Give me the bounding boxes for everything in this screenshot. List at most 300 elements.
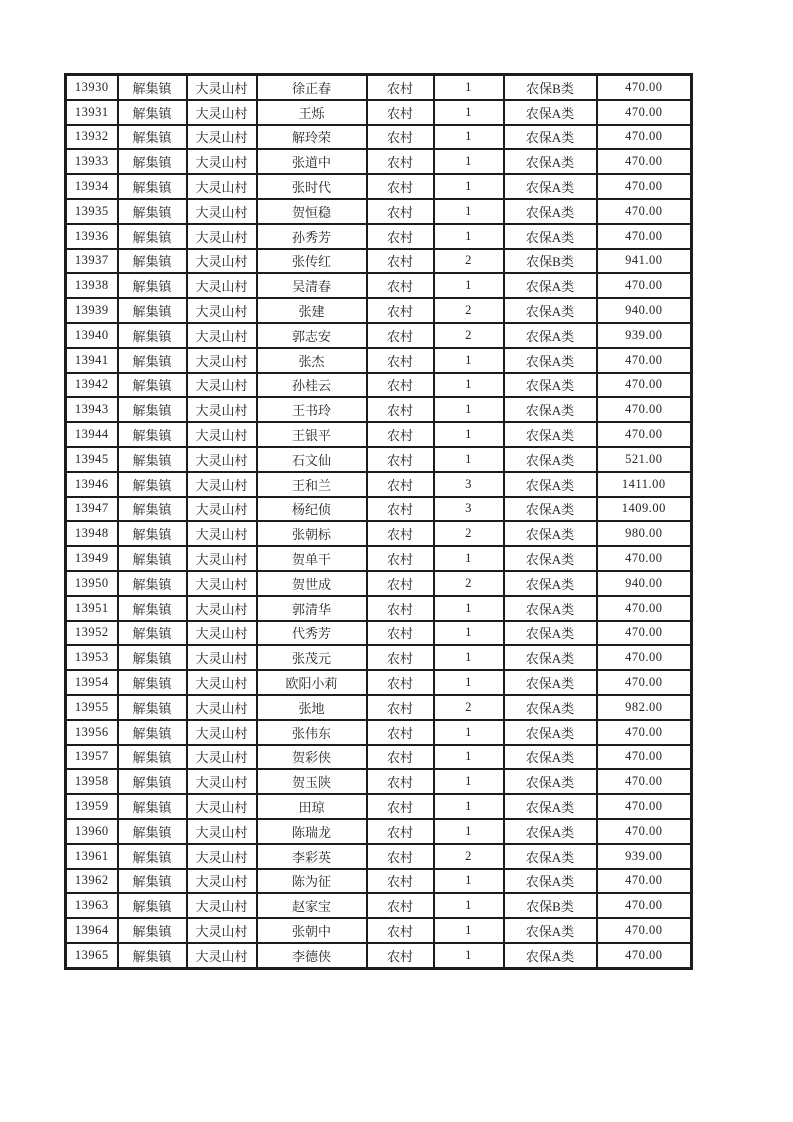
table-row — [66, 75, 692, 100]
cell-person-name: 贺世成 — [257, 571, 367, 596]
cell-person-name: 郭清华 — [257, 596, 367, 621]
table-row — [66, 273, 692, 298]
table-row — [66, 298, 692, 323]
cell-village: 大灵山村 — [187, 918, 257, 943]
cell-amount: 470.00 — [597, 422, 692, 447]
cell-amount: 1411.00 — [597, 472, 692, 497]
table-row — [66, 670, 692, 695]
table-row — [66, 943, 692, 968]
cell-insurance-type: 农保A类 — [504, 720, 597, 745]
cell-village: 大灵山村 — [187, 695, 257, 720]
cell-amount: 470.00 — [597, 769, 692, 794]
cell-amount: 470.00 — [597, 745, 692, 770]
cell-village: 大灵山村 — [187, 621, 257, 646]
cell-village: 大灵山村 — [187, 546, 257, 571]
cell-town: 解集镇 — [118, 571, 187, 596]
cell-person-count: 1 — [434, 422, 504, 447]
cell-village: 大灵山村 — [187, 645, 257, 670]
cell-category: 农村 — [367, 720, 434, 745]
cell-amount: 470.00 — [597, 373, 692, 398]
cell-category: 农村 — [367, 472, 434, 497]
cell-amount: 470.00 — [597, 125, 692, 150]
cell-record-id: 13935 — [66, 199, 118, 224]
cell-record-id: 13962 — [66, 869, 118, 894]
cell-village: 大灵山村 — [187, 373, 257, 398]
table-row — [66, 397, 692, 422]
cell-insurance-type: 农保A类 — [504, 224, 597, 249]
cell-amount: 939.00 — [597, 323, 692, 348]
cell-person-name: 张传红 — [257, 249, 367, 274]
cell-insurance-type: 农保A类 — [504, 844, 597, 869]
cell-insurance-type: 农保A类 — [504, 596, 597, 621]
cell-person-name: 贺单干 — [257, 546, 367, 571]
cell-category: 农村 — [367, 249, 434, 274]
cell-town: 解集镇 — [118, 546, 187, 571]
cell-insurance-type: 农保B类 — [504, 249, 597, 274]
cell-amount: 470.00 — [597, 621, 692, 646]
cell-amount: 470.00 — [597, 670, 692, 695]
cell-record-id: 13949 — [66, 546, 118, 571]
cell-town: 解集镇 — [118, 621, 187, 646]
cell-record-id: 13941 — [66, 348, 118, 373]
cell-person-count: 1 — [434, 199, 504, 224]
table-row — [66, 720, 692, 745]
cell-insurance-type: 农保A类 — [504, 174, 597, 199]
cell-town: 解集镇 — [118, 224, 187, 249]
cell-category: 农村 — [367, 918, 434, 943]
cell-record-id: 13958 — [66, 769, 118, 794]
cell-person-count: 1 — [434, 943, 504, 968]
cell-person-name: 李德侠 — [257, 943, 367, 968]
cell-person-name: 王银平 — [257, 422, 367, 447]
cell-insurance-type: 农保B类 — [504, 893, 597, 918]
cell-category: 农村 — [367, 224, 434, 249]
cell-category: 农村 — [367, 447, 434, 472]
cell-town: 解集镇 — [118, 100, 187, 125]
cell-record-id: 13951 — [66, 596, 118, 621]
cell-amount: 470.00 — [597, 893, 692, 918]
cell-town: 解集镇 — [118, 497, 187, 522]
cell-record-id: 13943 — [66, 397, 118, 422]
cell-category: 农村 — [367, 745, 434, 770]
cell-person-count: 1 — [434, 125, 504, 150]
table-row — [66, 100, 692, 125]
cell-amount: 470.00 — [597, 918, 692, 943]
table-row — [66, 199, 692, 224]
cell-person-count: 2 — [434, 521, 504, 546]
cell-person-count: 1 — [434, 373, 504, 398]
cell-amount: 521.00 — [597, 447, 692, 472]
cell-person-count: 1 — [434, 645, 504, 670]
cell-town: 解集镇 — [118, 298, 187, 323]
cell-village: 大灵山村 — [187, 745, 257, 770]
table-row — [66, 521, 692, 546]
table-row — [66, 497, 692, 522]
cell-town: 解集镇 — [118, 323, 187, 348]
cell-insurance-type: 农保A类 — [504, 298, 597, 323]
cell-town: 解集镇 — [118, 893, 187, 918]
table-row — [66, 918, 692, 943]
cell-village: 大灵山村 — [187, 447, 257, 472]
cell-person-count: 1 — [434, 621, 504, 646]
cell-person-name: 王和兰 — [257, 472, 367, 497]
cell-insurance-type: 农保A类 — [504, 621, 597, 646]
cell-record-id: 13931 — [66, 100, 118, 125]
cell-record-id: 13933 — [66, 149, 118, 174]
cell-village: 大灵山村 — [187, 769, 257, 794]
cell-village: 大灵山村 — [187, 521, 257, 546]
cell-record-id: 13957 — [66, 745, 118, 770]
cell-person-count: 1 — [434, 174, 504, 199]
cell-person-name: 李彩英 — [257, 844, 367, 869]
cell-record-id: 13965 — [66, 943, 118, 968]
cell-category: 农村 — [367, 373, 434, 398]
cell-insurance-type: 农保B类 — [504, 75, 597, 100]
table-row — [66, 695, 692, 720]
cell-person-name: 王烁 — [257, 100, 367, 125]
cell-town: 解集镇 — [118, 819, 187, 844]
cell-category: 农村 — [367, 571, 434, 596]
cell-town: 解集镇 — [118, 125, 187, 150]
table-row — [66, 844, 692, 869]
cell-person-name: 张杰 — [257, 348, 367, 373]
cell-record-id: 13937 — [66, 249, 118, 274]
cell-category: 农村 — [367, 397, 434, 422]
cell-amount: 470.00 — [597, 794, 692, 819]
table-row — [66, 249, 692, 274]
cell-town: 解集镇 — [118, 348, 187, 373]
cell-record-id: 13930 — [66, 75, 118, 100]
cell-amount: 470.00 — [597, 100, 692, 125]
cell-record-id: 13956 — [66, 720, 118, 745]
cell-insurance-type: 农保A类 — [504, 447, 597, 472]
cell-person-name: 张时代 — [257, 174, 367, 199]
cell-village: 大灵山村 — [187, 819, 257, 844]
cell-person-count: 1 — [434, 273, 504, 298]
cell-town: 解集镇 — [118, 373, 187, 398]
cell-insurance-type: 农保A类 — [504, 397, 597, 422]
cell-village: 大灵山村 — [187, 422, 257, 447]
cell-person-name: 张建 — [257, 298, 367, 323]
cell-amount: 470.00 — [597, 199, 692, 224]
table-row — [66, 596, 692, 621]
cell-person-name: 贺彩侠 — [257, 745, 367, 770]
cell-village: 大灵山村 — [187, 397, 257, 422]
cell-category: 农村 — [367, 521, 434, 546]
table-row — [66, 447, 692, 472]
cell-insurance-type: 农保A类 — [504, 422, 597, 447]
cell-record-id: 13938 — [66, 273, 118, 298]
cell-category: 农村 — [367, 695, 434, 720]
table-row — [66, 819, 692, 844]
cell-category: 农村 — [367, 75, 434, 100]
cell-town: 解集镇 — [118, 149, 187, 174]
cell-insurance-type: 农保A类 — [504, 943, 597, 968]
cell-person-count: 1 — [434, 720, 504, 745]
table-row — [66, 869, 692, 894]
cell-village: 大灵山村 — [187, 273, 257, 298]
cell-category: 农村 — [367, 546, 434, 571]
cell-insurance-type: 农保A类 — [504, 670, 597, 695]
cell-person-name: 赵家宝 — [257, 893, 367, 918]
cell-person-name: 张朝标 — [257, 521, 367, 546]
cell-category: 农村 — [367, 893, 434, 918]
cell-town: 解集镇 — [118, 869, 187, 894]
cell-village: 大灵山村 — [187, 348, 257, 373]
cell-insurance-type: 农保A类 — [504, 819, 597, 844]
cell-person-name: 张朝中 — [257, 918, 367, 943]
cell-town: 解集镇 — [118, 472, 187, 497]
cell-amount: 470.00 — [597, 224, 692, 249]
cell-town: 解集镇 — [118, 521, 187, 546]
cell-person-count: 1 — [434, 224, 504, 249]
cell-category: 农村 — [367, 149, 434, 174]
cell-insurance-type: 农保A类 — [504, 100, 597, 125]
cell-person-name: 田琼 — [257, 794, 367, 819]
cell-amount: 940.00 — [597, 571, 692, 596]
cell-insurance-type: 农保A类 — [504, 645, 597, 670]
cell-village: 大灵山村 — [187, 571, 257, 596]
cell-amount: 470.00 — [597, 149, 692, 174]
table-row — [66, 348, 692, 373]
cell-amount: 470.00 — [597, 596, 692, 621]
table-row — [66, 745, 692, 770]
cell-person-count: 1 — [434, 794, 504, 819]
cell-person-name: 张伟东 — [257, 720, 367, 745]
cell-insurance-type: 农保A类 — [504, 348, 597, 373]
cell-person-count: 2 — [434, 695, 504, 720]
cell-amount: 470.00 — [597, 174, 692, 199]
cell-person-count: 1 — [434, 769, 504, 794]
cell-insurance-type: 农保A类 — [504, 769, 597, 794]
table-row — [66, 621, 692, 646]
cell-person-count: 2 — [434, 323, 504, 348]
cell-town: 解集镇 — [118, 844, 187, 869]
cell-insurance-type: 农保A类 — [504, 149, 597, 174]
cell-person-name: 孙秀芳 — [257, 224, 367, 249]
cell-village: 大灵山村 — [187, 472, 257, 497]
table-row — [66, 794, 692, 819]
cell-person-count: 1 — [434, 893, 504, 918]
cell-person-name: 杨纪侦 — [257, 497, 367, 522]
cell-village: 大灵山村 — [187, 75, 257, 100]
insurance-payment-table — [64, 73, 693, 970]
cell-amount: 470.00 — [597, 397, 692, 422]
cell-person-count: 2 — [434, 249, 504, 274]
cell-person-count: 1 — [434, 149, 504, 174]
cell-town: 解集镇 — [118, 769, 187, 794]
cell-village: 大灵山村 — [187, 943, 257, 968]
cell-insurance-type: 农保A类 — [504, 373, 597, 398]
cell-record-id: 13936 — [66, 224, 118, 249]
cell-insurance-type: 农保A类 — [504, 323, 597, 348]
cell-town: 解集镇 — [118, 249, 187, 274]
cell-town: 解集镇 — [118, 397, 187, 422]
cell-person-name: 吴清春 — [257, 273, 367, 298]
table-row — [66, 893, 692, 918]
cell-record-id: 13950 — [66, 571, 118, 596]
cell-person-count: 1 — [434, 397, 504, 422]
cell-person-name: 张地 — [257, 695, 367, 720]
cell-person-name: 贺恒稳 — [257, 199, 367, 224]
cell-town: 解集镇 — [118, 794, 187, 819]
cell-record-id: 13939 — [66, 298, 118, 323]
cell-category: 农村 — [367, 819, 434, 844]
cell-person-count: 1 — [434, 100, 504, 125]
cell-village: 大灵山村 — [187, 199, 257, 224]
cell-amount: 470.00 — [597, 273, 692, 298]
cell-person-name: 张道中 — [257, 149, 367, 174]
cell-person-count: 3 — [434, 472, 504, 497]
cell-town: 解集镇 — [118, 918, 187, 943]
cell-village: 大灵山村 — [187, 596, 257, 621]
cell-town: 解集镇 — [118, 670, 187, 695]
cell-town: 解集镇 — [118, 447, 187, 472]
table-row — [66, 174, 692, 199]
cell-town: 解集镇 — [118, 720, 187, 745]
table-row — [66, 571, 692, 596]
cell-record-id: 13944 — [66, 422, 118, 447]
cell-person-count: 1 — [434, 348, 504, 373]
cell-insurance-type: 农保A类 — [504, 546, 597, 571]
cell-record-id: 13947 — [66, 497, 118, 522]
cell-record-id: 13946 — [66, 472, 118, 497]
cell-insurance-type: 农保A类 — [504, 695, 597, 720]
cell-amount: 982.00 — [597, 695, 692, 720]
cell-town: 解集镇 — [118, 422, 187, 447]
cell-person-name: 贺玉陕 — [257, 769, 367, 794]
cell-category: 农村 — [367, 794, 434, 819]
cell-category: 农村 — [367, 298, 434, 323]
cell-person-name: 陈瑞龙 — [257, 819, 367, 844]
table-row — [66, 422, 692, 447]
cell-person-name: 代秀芳 — [257, 621, 367, 646]
cell-record-id: 13942 — [66, 373, 118, 398]
cell-record-id: 13952 — [66, 621, 118, 646]
cell-insurance-type: 农保A类 — [504, 794, 597, 819]
cell-village: 大灵山村 — [187, 794, 257, 819]
cell-amount: 980.00 — [597, 521, 692, 546]
table-row — [66, 645, 692, 670]
cell-insurance-type: 农保A类 — [504, 472, 597, 497]
cell-record-id: 13955 — [66, 695, 118, 720]
cell-record-id: 13948 — [66, 521, 118, 546]
cell-record-id: 13960 — [66, 819, 118, 844]
cell-insurance-type: 农保A类 — [504, 918, 597, 943]
cell-category: 农村 — [367, 348, 434, 373]
cell-town: 解集镇 — [118, 943, 187, 968]
cell-village: 大灵山村 — [187, 869, 257, 894]
cell-amount: 470.00 — [597, 348, 692, 373]
cell-insurance-type: 农保A类 — [504, 869, 597, 894]
cell-insurance-type: 农保A类 — [504, 497, 597, 522]
cell-amount: 470.00 — [597, 75, 692, 100]
cell-category: 农村 — [367, 596, 434, 621]
cell-person-count: 1 — [434, 596, 504, 621]
cell-town: 解集镇 — [118, 645, 187, 670]
cell-record-id: 13954 — [66, 670, 118, 695]
cell-category: 农村 — [367, 621, 434, 646]
cell-category: 农村 — [367, 645, 434, 670]
cell-person-count: 1 — [434, 819, 504, 844]
cell-person-name: 孙桂云 — [257, 373, 367, 398]
cell-person-name: 徐正春 — [257, 75, 367, 100]
cell-village: 大灵山村 — [187, 497, 257, 522]
cell-category: 农村 — [367, 422, 434, 447]
cell-insurance-type: 农保A类 — [504, 571, 597, 596]
cell-village: 大灵山村 — [187, 323, 257, 348]
cell-village: 大灵山村 — [187, 174, 257, 199]
cell-amount: 470.00 — [597, 645, 692, 670]
cell-town: 解集镇 — [118, 75, 187, 100]
cell-amount: 941.00 — [597, 249, 692, 274]
cell-person-name: 王书玲 — [257, 397, 367, 422]
table-row — [66, 224, 692, 249]
table-row — [66, 472, 692, 497]
cell-category: 农村 — [367, 943, 434, 968]
cell-category: 农村 — [367, 670, 434, 695]
cell-village: 大灵山村 — [187, 149, 257, 174]
cell-insurance-type: 农保A类 — [504, 745, 597, 770]
cell-record-id: 13945 — [66, 447, 118, 472]
cell-amount: 470.00 — [597, 720, 692, 745]
cell-person-count: 2 — [434, 571, 504, 596]
cell-person-count: 2 — [434, 298, 504, 323]
cell-village: 大灵山村 — [187, 720, 257, 745]
cell-person-count: 1 — [434, 918, 504, 943]
table-row — [66, 769, 692, 794]
cell-amount: 939.00 — [597, 844, 692, 869]
cell-record-id: 13932 — [66, 125, 118, 150]
cell-person-name: 欧阳小莉 — [257, 670, 367, 695]
cell-category: 农村 — [367, 199, 434, 224]
table-row — [66, 149, 692, 174]
cell-person-count: 3 — [434, 497, 504, 522]
cell-town: 解集镇 — [118, 174, 187, 199]
cell-town: 解集镇 — [118, 695, 187, 720]
cell-insurance-type: 农保A类 — [504, 521, 597, 546]
cell-village: 大灵山村 — [187, 893, 257, 918]
cell-person-count: 1 — [434, 75, 504, 100]
cell-town: 解集镇 — [118, 596, 187, 621]
cell-record-id: 13961 — [66, 844, 118, 869]
cell-person-count: 2 — [434, 844, 504, 869]
cell-record-id: 13959 — [66, 794, 118, 819]
cell-person-count: 1 — [434, 670, 504, 695]
cell-record-id: 13963 — [66, 893, 118, 918]
cell-record-id: 13940 — [66, 323, 118, 348]
cell-village: 大灵山村 — [187, 844, 257, 869]
cell-person-count: 1 — [434, 447, 504, 472]
cell-person-count: 1 — [434, 745, 504, 770]
cell-category: 农村 — [367, 174, 434, 199]
cell-village: 大灵山村 — [187, 125, 257, 150]
cell-insurance-type: 农保A类 — [504, 125, 597, 150]
cell-record-id: 13953 — [66, 645, 118, 670]
cell-record-id: 13934 — [66, 174, 118, 199]
cell-person-name: 张茂元 — [257, 645, 367, 670]
cell-town: 解集镇 — [118, 745, 187, 770]
cell-amount: 470.00 — [597, 546, 692, 571]
cell-amount: 470.00 — [597, 819, 692, 844]
cell-person-count: 1 — [434, 869, 504, 894]
cell-category: 农村 — [367, 100, 434, 125]
table-row — [66, 125, 692, 150]
cell-person-name: 陈为征 — [257, 869, 367, 894]
cell-category: 农村 — [367, 869, 434, 894]
cell-category: 农村 — [367, 125, 434, 150]
cell-category: 农村 — [367, 497, 434, 522]
